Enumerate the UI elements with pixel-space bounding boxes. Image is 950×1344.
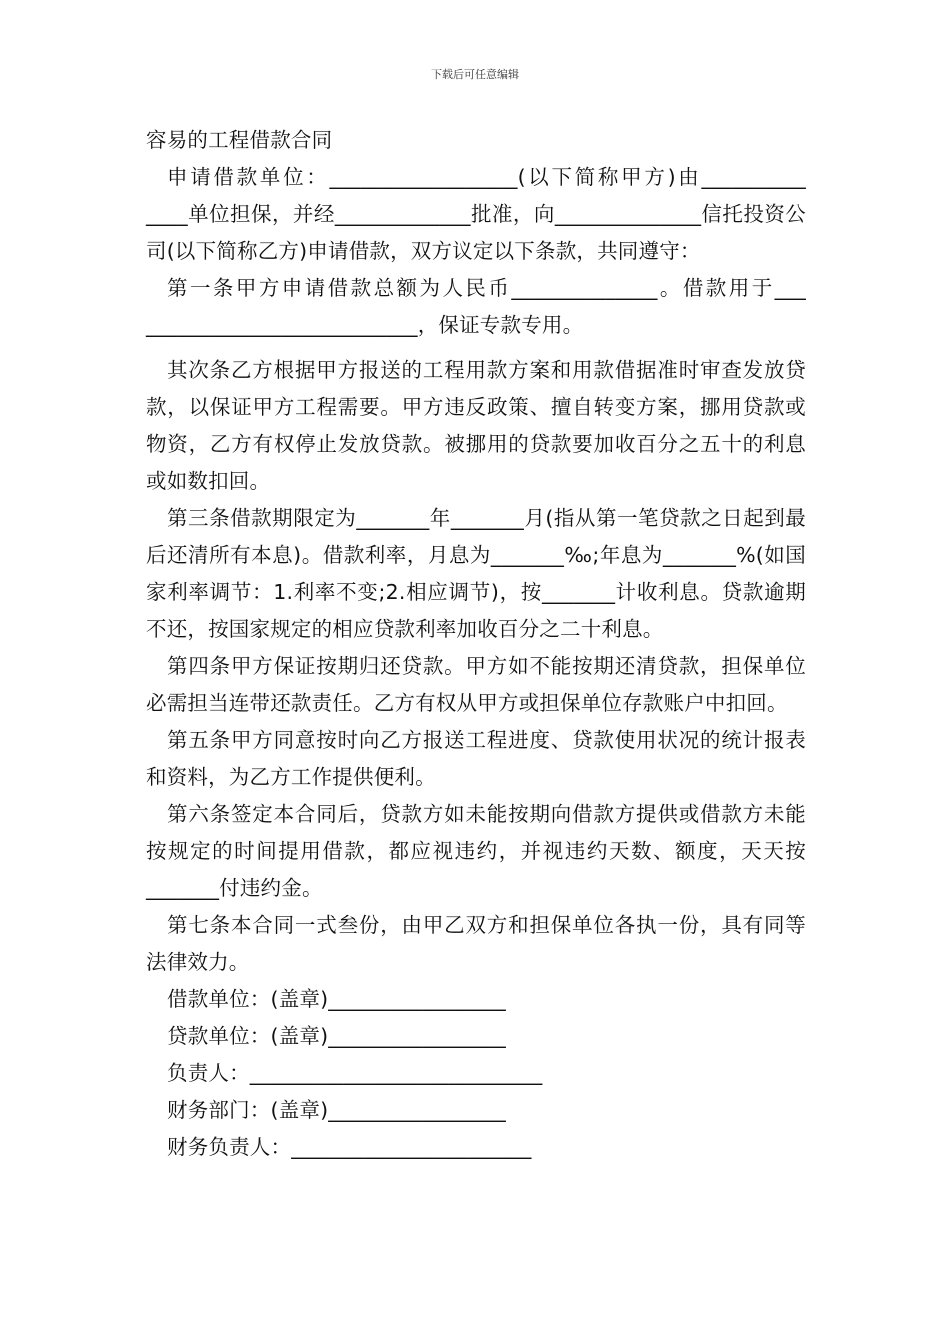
signature-finance-dept: 财务部门：(盖章)_________________ xyxy=(167,1098,506,1122)
paragraph-article-3: 第三条借款期限定为_______年_______月(指从第一笔贷款之日起到最后还清所有本息)。借款利率，月息为_______‰;年息为_______%(如国家利率调节：1.利率不变;2.相应调节)，按_______计收利息。贷款逾期不还，按国家规定的相应贷款利率加收百分之二十利息。 xyxy=(146,506,806,641)
paragraph-applicant: 申请借款单位：__________________(以下简称甲方)由__________ ____单位担保，并经_____________批准，向______________信托投资公司(以下简称乙方)申请借款，双方议定以下条款，共同遵守： xyxy=(146,165,806,263)
paragraph-article-2: 其次条乙方根据甲方报送的工程用款方案和用款借据准时审查发放贷款，以保证甲方工程需要。甲方违反政策、擅自转变方案，挪用贷款或物资，乙方有权停止发放贷款。被挪用的贷款要加收百分之五十的利息或如数扣回。 xyxy=(146,358,806,493)
paragraph-article-6: 第六条签定本合同后，贷款方如未能按期向借款方提供或借款方未能按规定的时间提用借款，都应视违约，并视违约天数、额度，天天按_______付违约金。 xyxy=(146,802,806,900)
paragraph-article-5: 第五条甲方同意按时向乙方报送工程进度、贷款使用状况的统计报表和资料，为乙方工作提供便利。 xyxy=(146,728,806,789)
signature-lender: 贷款单位：(盖章)_________________ xyxy=(167,1024,506,1048)
paragraph-article-4: 第四条甲方保证按期归还贷款。甲方如不能按期还清贷款，担保单位必需担当连带还款责任。乙方有权从甲方或担保单位存款账户中扣回。 xyxy=(146,654,806,715)
document-title: 容易的工程借款合同 xyxy=(146,128,333,152)
signature-finance-head: 财务负责人：_______________________ xyxy=(167,1135,532,1159)
page-header: 下载后可任意编辑 xyxy=(431,68,519,81)
paragraph-article-7: 第七条本合同一式叁份，由甲乙双方和担保单位各执一份，具有同等法律效力。 xyxy=(146,913,806,974)
document-body xyxy=(146,122,806,1166)
signature-responsible-person: 负责人：____________________________ xyxy=(167,1061,543,1085)
paragraph-article-1: 第一条甲方申请借款总额为人民币______________。借款用于___ __________________________，保证专款专用。 xyxy=(146,276,806,337)
signature-borrower: 借款单位：(盖章)_________________ xyxy=(167,987,506,1011)
